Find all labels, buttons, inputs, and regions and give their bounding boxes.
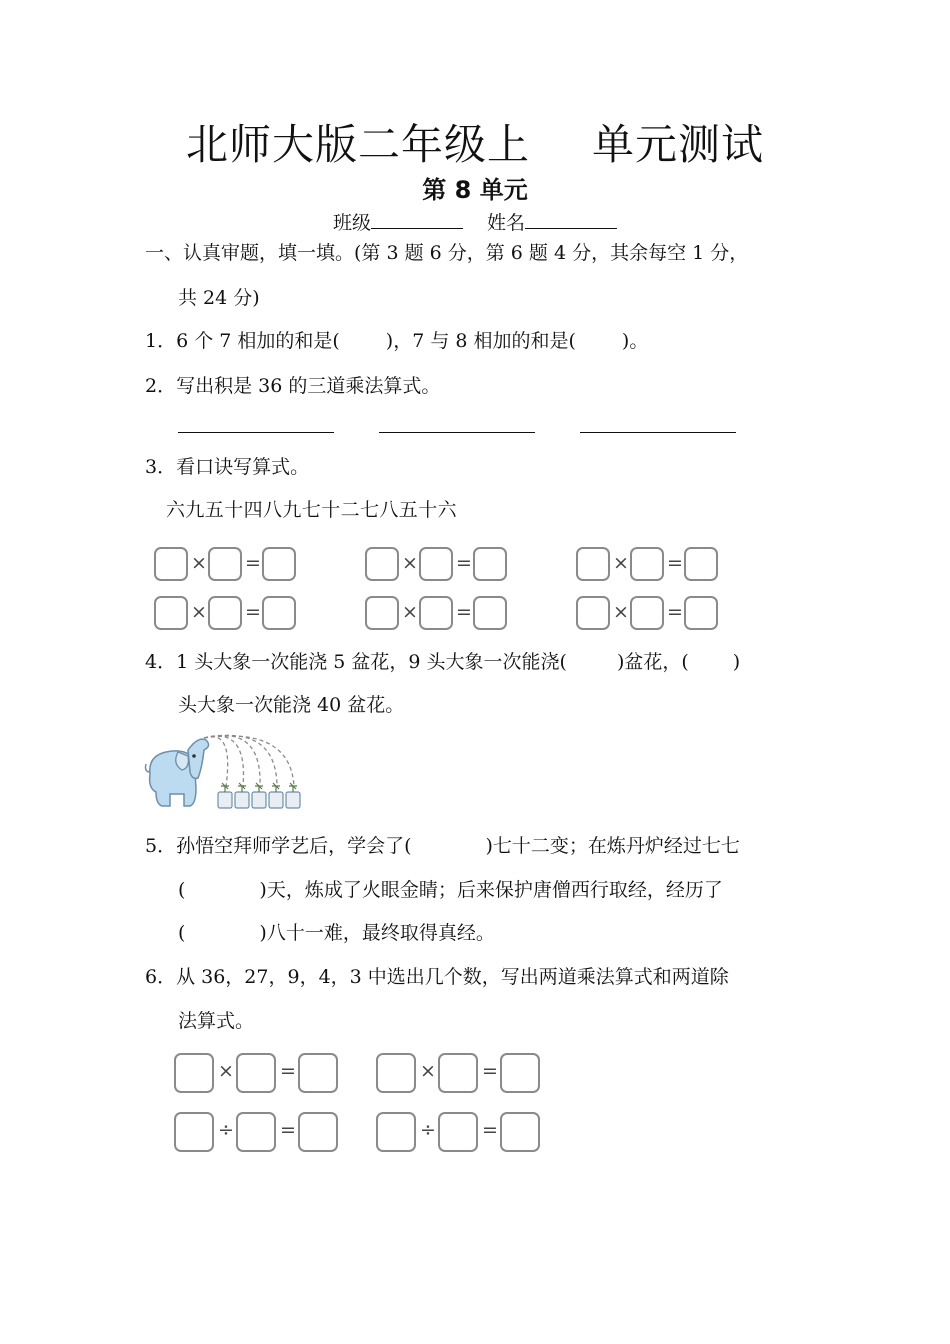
divide-sign: ÷: [218, 1119, 234, 1141]
q2-answer-line-3[interactable]: [580, 432, 736, 433]
question-4-line1: 4．1 头大象一次能浇 5 盆花，9 头大象一次能浇( )盆花，( ): [145, 651, 741, 673]
answer-box[interactable]: [298, 1112, 338, 1152]
answer-box[interactable]: [174, 1053, 214, 1093]
divide-sign: ÷: [420, 1119, 436, 1141]
answer-box[interactable]: [298, 1053, 338, 1093]
class-blank[interactable]: [371, 210, 463, 229]
answer-box[interactable]: [376, 1112, 416, 1152]
section-heading-line2: 共 24 分): [178, 287, 260, 309]
name-blank[interactable]: [525, 210, 617, 229]
answer-box[interactable]: [630, 596, 664, 630]
equals-sign: =: [482, 1060, 498, 1082]
answer-box[interactable]: [154, 596, 188, 630]
equals-sign: =: [667, 601, 683, 623]
equals-sign: =: [482, 1119, 498, 1141]
answer-box[interactable]: [684, 596, 718, 630]
section-heading-line1: 一、认真审题，填一填。(第 3 题 6 分，第 6 题 4 分，其余每空 1 分，: [145, 242, 749, 264]
name-label: 姓名: [487, 212, 526, 234]
q3-mnemonics: 六九五十四八九七十二七八五十六: [166, 499, 458, 521]
answer-box[interactable]: [500, 1053, 540, 1093]
question-3: 3．看口诀写算式。: [145, 456, 310, 478]
times-sign: ×: [191, 601, 207, 623]
equals-sign: =: [245, 552, 261, 574]
answer-box[interactable]: [473, 596, 507, 630]
answer-box[interactable]: [208, 547, 242, 581]
times-sign: ×: [420, 1060, 436, 1082]
equals-sign: =: [280, 1060, 296, 1082]
equals-sign: =: [245, 601, 261, 623]
class-label: 班级: [332, 212, 371, 234]
equals-sign: =: [456, 552, 472, 574]
answer-box[interactable]: [419, 547, 453, 581]
times-sign: ×: [613, 552, 629, 574]
answer-box[interactable]: [576, 547, 610, 581]
question-5-line1: 5．孙悟空拜师学艺后，学会了( )七十二变；在炼丹炉经过七七: [145, 835, 740, 857]
answer-box[interactable]: [208, 596, 242, 630]
question-4-line2: 头大象一次能浇 40 盆花。: [178, 694, 405, 716]
times-sign: ×: [191, 552, 207, 574]
equals-sign: =: [456, 601, 472, 623]
equals-sign: =: [667, 552, 683, 574]
times-sign: ×: [402, 552, 418, 574]
question-5-line2: ( )天，炼成了火眼金睛；后来保护唐僧西行取经，经历了: [178, 879, 723, 901]
answer-box[interactable]: [236, 1112, 276, 1152]
student-info: [0, 208, 950, 235]
answer-box[interactable]: [236, 1053, 276, 1093]
q2-answer-line-1[interactable]: [178, 432, 334, 433]
answer-box[interactable]: [438, 1112, 478, 1152]
answer-box[interactable]: [365, 547, 399, 581]
title-right: 单元测试: [592, 120, 765, 169]
answer-box[interactable]: [473, 547, 507, 581]
times-sign: ×: [402, 601, 418, 623]
answer-box[interactable]: [576, 596, 610, 630]
elephant-watering-flowers-illustration: [142, 728, 312, 814]
answer-box[interactable]: [684, 547, 718, 581]
answer-box[interactable]: [174, 1112, 214, 1152]
question-5-line3: ( )八十一难，最终取得真经。: [178, 922, 495, 944]
answer-box[interactable]: [262, 547, 296, 581]
question-2: 2．写出积是 36 的三道乘法算式。: [145, 375, 441, 397]
title-left: 北师大版二年级上: [185, 120, 530, 169]
answer-box[interactable]: [630, 547, 664, 581]
answer-box[interactable]: [154, 547, 188, 581]
question-1: 1．6 个 7 相加的和是( )，7 与 8 相加的和是( )。: [145, 330, 649, 352]
answer-box[interactable]: [376, 1053, 416, 1093]
answer-box[interactable]: [419, 596, 453, 630]
unit-subtitle: 第 8 单元: [422, 176, 528, 204]
question-6-line1: 6．从 36，27，9，4，3 中选出几个数，写出两道乘法算式和两道除: [145, 966, 729, 988]
answer-box[interactable]: [500, 1112, 540, 1152]
answer-box[interactable]: [438, 1053, 478, 1093]
times-sign: ×: [218, 1060, 234, 1082]
times-sign: ×: [613, 601, 629, 623]
answer-box[interactable]: [365, 596, 399, 630]
answer-box[interactable]: [262, 596, 296, 630]
page-title: [0, 112, 950, 172]
question-6-line2: 法算式。: [178, 1010, 255, 1032]
equals-sign: =: [280, 1119, 296, 1141]
q2-answer-line-2[interactable]: [379, 432, 535, 433]
